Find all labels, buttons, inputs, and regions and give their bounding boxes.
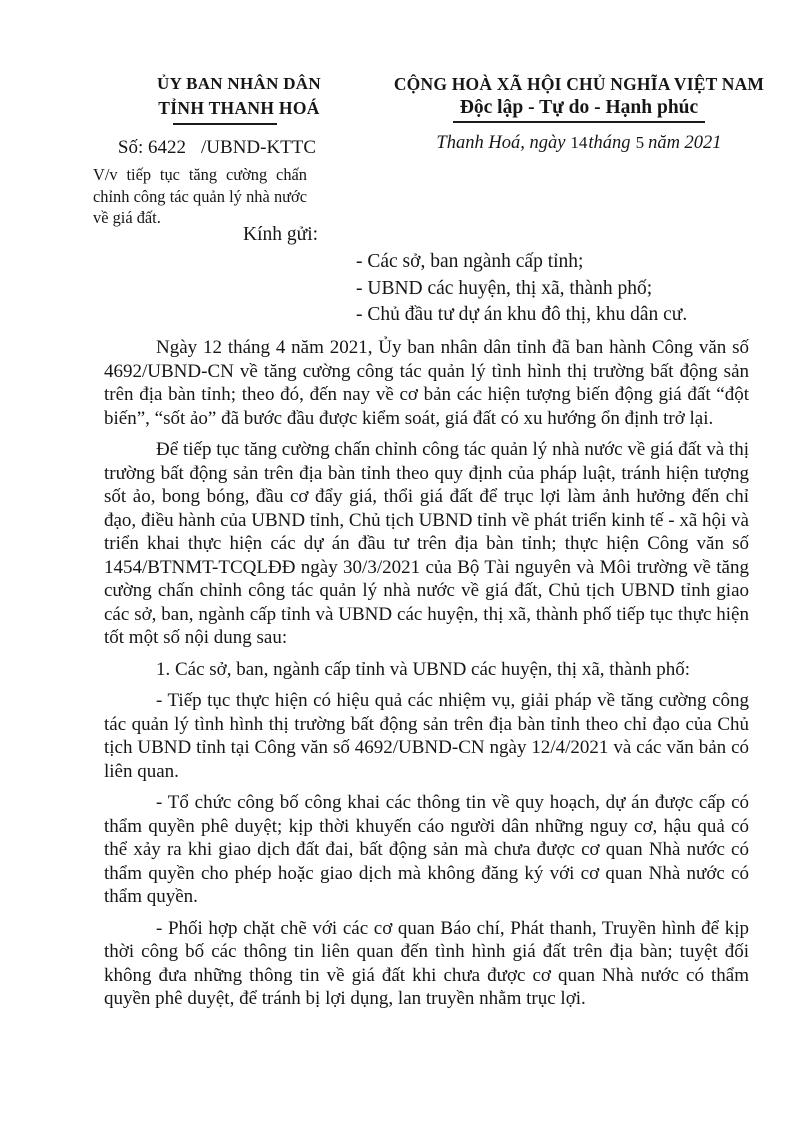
recipient-item: - UBND các huyện, thị xã, thành phố; <box>356 277 653 299</box>
recipient-item: - Chủ đầu tư dự án khu đô thị, khu dân cư. <box>356 304 688 325</box>
dateline-year: năm 2021 <box>648 133 722 153</box>
dateline-day: 14 <box>570 133 588 152</box>
body-paragraph: - Phối hợp chặt chẽ với các cơ quan Báo chí, Phát thanh, Truyền hình để kịp thời công bố các thông tin liên quan đến tình hình giá đất trên địa bàn; tuyệt đối không đưa những thông tin về giá đất khi chưa được cơ quan Nhà nước có thẩm quyền phê duyệt, để tránh bị lợi dụng, lan truyền nhằm trục lợi. <box>104 917 749 1009</box>
dateline-month-word: tháng <box>588 133 631 153</box>
dateline-place: Thanh Hoá, ngày <box>436 133 566 153</box>
body-paragraph: - Tổ chức công bố công khai các thông tin về quy hoạch, dự án được cấp có thẩm quyền phê duyệt; kịp thời khuyến cáo người dân những nguy cơ, hậu quả có thể xảy ra khi giao dịch đất đai, bất động sản mà chưa được cơ quan Nhà nước có thẩm quyền cho phép hoặc giao dịch mà không đăng ký với cơ quan Nhà nước có thẩm quyền. <box>104 792 749 907</box>
issuer-name-line1: ỦY BAN NHÂN DÂN <box>157 74 321 93</box>
document-number-line <box>88 137 346 159</box>
issuer-underline-divider <box>173 123 277 125</box>
recipient-list <box>356 249 687 329</box>
body-paragraph: Để tiếp tục tăng cường chấn chỉnh công tác quản lý nhà nước về giá đất và thị trường bất động sản trên địa bàn tỉnh theo quy định của pháp luật, tránh hiện tượng sốt ảo, bong bóng, đầu cơ đẩy giá, thổi giá đất để trục lợi làm ảnh hưởng đến chỉ đạo, điều hành của UBND tỉnh, Chủ tịch UBND tỉnh về phát triển kinh tế - xã hội và triển khai thực hiện các dự án đầu tư trên địa bàn tỉnh; thực hiện Công văn số 1454/BTNMT-TCQLĐĐ ngày 30/3/2021 của Bộ Tài nguyên và Môi trường về tăng cường chấn chỉnh công tác quản lý nhà nước về giá đất, Chủ tịch UBND tỉnh giao các sở, ban, ngành cấp tỉnh và UBND các huyện, thị xã, thành phố tiếp tục thực hiện tốt một số nội dung sau: <box>104 439 749 648</box>
body-paragraph: 1. Các sở, ban, ngành cấp tỉnh và UBND các huyện, thị xã, thành phố: <box>156 658 691 680</box>
recipient-item: - Các sở, ban ngành cấp tỉnh; <box>356 251 584 272</box>
document-number-code: /UBND-KTTC <box>201 137 317 158</box>
body-paragraph: Ngày 12 tháng 4 năm 2021, Ủy ban nhân dân tỉnh đã ban hành Công văn số 4692/UBND-CN về tăng cường công tác quản lý tình hình thị trường bất động sản trên địa bàn tỉnh; theo đó, đến nay về cơ bản các hiện tượng biến động giá đất “đột biến”, “sốt ảo” đã bước đầu được kiểm soát, giá đất có xu hướng ổn định trở lại. <box>104 337 749 429</box>
salutation-label: Kính gửi: <box>243 224 319 245</box>
header-issuer-block <box>88 74 390 229</box>
issuer-name-line2: TỈNH THANH HOÁ <box>158 98 320 118</box>
document-body <box>104 336 749 1019</box>
dateline-month: 5 <box>635 133 645 152</box>
dateline <box>388 133 770 154</box>
document-number-label: Số: 6422 <box>117 137 187 158</box>
national-motto-line: Độc lập - Tự do - Hạnh phúc <box>453 97 705 123</box>
header-national-block <box>388 74 770 154</box>
national-name-line: CỘNG HOÀ XÃ HỘI CHỦ NGHĨA VIỆT NAM <box>393 74 765 94</box>
document-subject: V/v tiếp tục tăng cường chấn chỉnh công tác quản lý nhà nước về giá đất. <box>93 165 307 227</box>
body-paragraph: - Tiếp tục thực hiện có hiệu quả các nhiệm vụ, giải pháp về tăng cường công tác quản lý tình hình thị trường bất động sản trên địa bàn tỉnh theo chỉ đạo của Chủ tịch UBND tỉnh tại Công văn số 4692/UBND-CN ngày 12/4/2021 và các văn bản có liên quan. <box>104 690 749 782</box>
